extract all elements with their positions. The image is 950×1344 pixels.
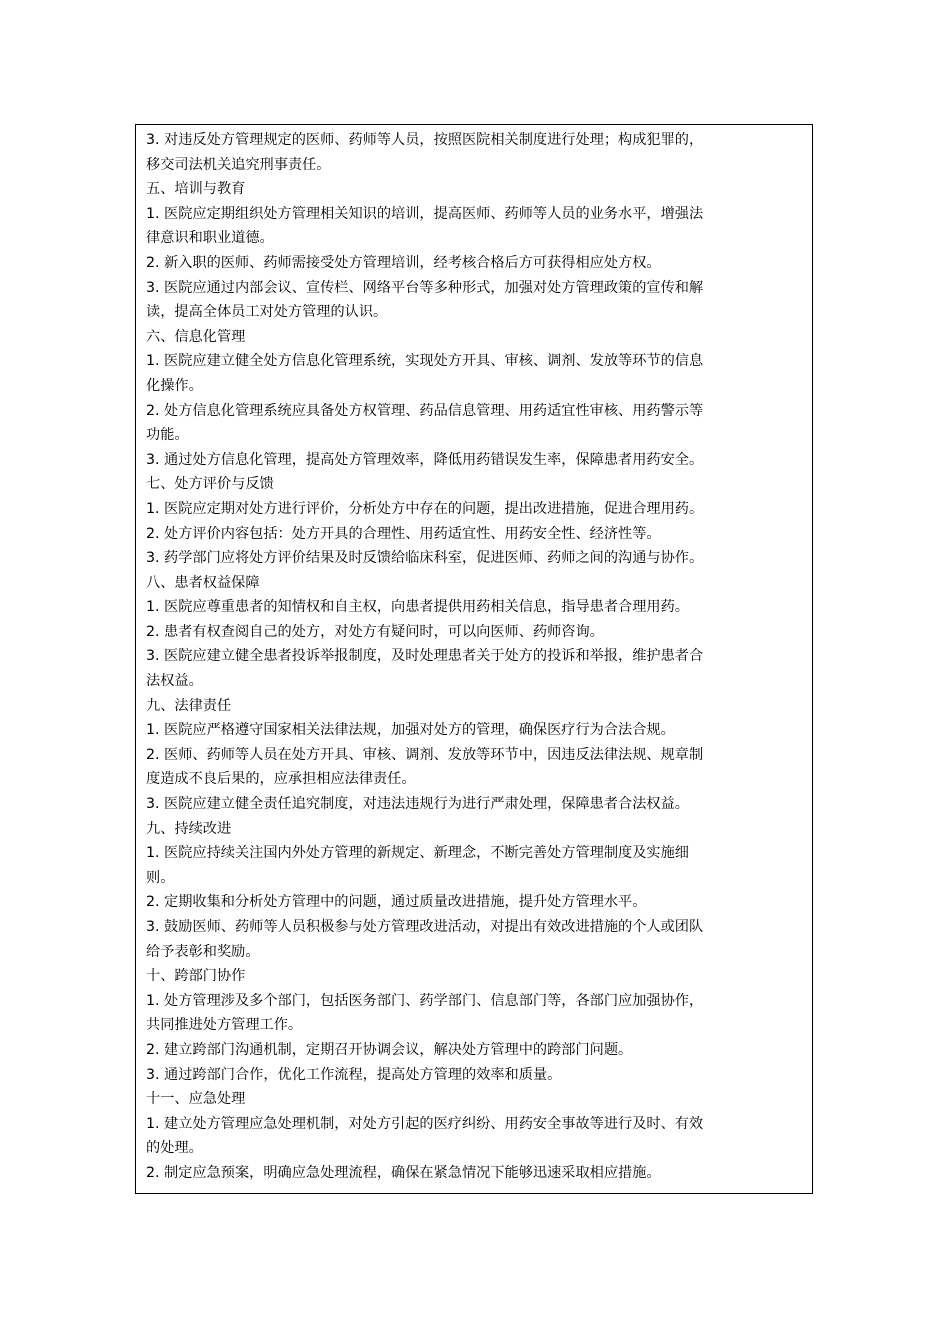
text-line: 3. 通过处方信息化管理，提高处方管理效率，降低用药错误发生率，保障患者用药安全。 bbox=[146, 451, 704, 468]
text-line: 2. 制定应急预案，明确应急处理流程，确保在紧急情况下能够迅速采取相应措施。 bbox=[146, 1164, 661, 1181]
text-line: 十、跨部门协作 bbox=[146, 968, 246, 985]
text-line: 2. 处方评价内容包括：处方开具的合理性、用药适宜性、用药安全性、经济性等。 bbox=[146, 525, 661, 542]
text-line: 3. 医院应通过内部会议、宣传栏、网络平台等多种形式，加强对处方管理政策的宣传和解 bbox=[146, 279, 704, 296]
text-line: 十一、应急处理 bbox=[146, 1091, 246, 1108]
text-line: 法权益。 bbox=[146, 673, 203, 690]
text-line: 3. 医院应建立健全责任追究制度，对违法违规行为进行严肃处理，保障患者合法权益。 bbox=[146, 796, 689, 813]
text-line: 1. 处方管理涉及多个部门，包括医务部门、药学部门、信息部门等，各部门应加强协作， bbox=[146, 992, 704, 1009]
text-line: 给予表彰和奖励。 bbox=[146, 943, 260, 960]
text-line: 八、患者权益保障 bbox=[146, 574, 260, 591]
text-line: 移交司法机关追究刑事责任。 bbox=[146, 156, 331, 173]
text-line: 七、处方评价与反馈 bbox=[146, 476, 274, 493]
text-line: 1. 医院应持续关注国内外处方管理的新规定、新理念，不断完善处方管理制度及实施细 bbox=[146, 845, 689, 862]
text-line: 共同推进处方管理工作。 bbox=[146, 1017, 303, 1034]
text-line: 2. 患者有权查阅自己的处方，对处方有疑问时，可以向医师、药师咨询。 bbox=[146, 623, 604, 640]
text-line: 2. 处方信息化管理系统应具备处方权管理、药品信息管理、用药适宜性审核、用药警示等 bbox=[146, 402, 704, 419]
text-line: 2. 定期收集和分析处方管理中的问题，通过质量改进措施，提升处方管理水平。 bbox=[146, 894, 647, 911]
text-line: 化操作。 bbox=[146, 377, 203, 394]
text-line: 2. 医师、药师等人员在处方开具、审核、调剂、发放等环节中，因违反法律法规、规章制 bbox=[146, 746, 704, 763]
text-line: 度造成不良后果的，应承担相应法律责任。 bbox=[146, 771, 416, 788]
text-line: 2. 建立跨部门沟通机制，定期召开协调会议，解决处方管理中的跨部门问题。 bbox=[146, 1041, 633, 1058]
text-line: 3. 鼓励医师、药师等人员积极参与处方管理改进活动，对提出有效改进措施的个人或团队 bbox=[146, 919, 704, 935]
text-line: 律意识和职业道德。 bbox=[146, 230, 274, 247]
document-table-cell bbox=[135, 124, 813, 1194]
text-line: 1. 医院应尊重患者的知情权和自主权，向患者提供用药相关信息，指导患者合理用药。 bbox=[146, 599, 689, 616]
text-line: 六、信息化管理 bbox=[146, 328, 246, 345]
text-line: 则。 bbox=[146, 869, 175, 886]
text-line: 九、法律责任 bbox=[146, 697, 232, 714]
text-line: 1. 医院应定期组织处方管理相关知识的培训，提高医师、药师等人员的业务水平，增强法 bbox=[146, 205, 704, 222]
text-line: 3. 药学部门应将处方评价结果及时反馈给临床科室，促进医师、药师之间的沟通与协作。 bbox=[146, 550, 704, 567]
text-line: 3. 医院应建立健全患者投诉举报制度，及时处理患者关于处方的投诉和举报，维护患者合 bbox=[146, 648, 704, 665]
text-line: 1. 医院应严格遵守国家相关法律法规，加强对处方的管理，确保医疗行为合法合规。 bbox=[146, 722, 675, 739]
text-line: 1. 建立处方管理应急处理机制，对处方引起的医疗纠纷、用药安全事故等进行及时、有效 bbox=[146, 1115, 704, 1132]
text-line: 3. 对违反处方管理规定的医师、药师等人员，按照医院相关制度进行处理；构成犯罪的， bbox=[146, 132, 704, 148]
text-line: 功能。 bbox=[146, 427, 189, 444]
text-line: 3. 通过跨部门合作，优化工作流程，提高处方管理的效率和质量。 bbox=[146, 1066, 562, 1083]
text-line: 五、培训与教育 bbox=[146, 181, 246, 198]
text-line: 1. 医院应定期对处方进行评价，分析处方中存在的问题，提出改进措施，促进合理用药。 bbox=[146, 500, 704, 517]
text-line: 读，提高全体员工对处方管理的认识。 bbox=[146, 304, 388, 321]
text-line: 2. 新入职的医师、药师需接受处方管理培训，经考核合格后方可获得相应处方权。 bbox=[146, 254, 661, 271]
text-line: 九、持续改进 bbox=[146, 820, 232, 837]
text-line: 的处理。 bbox=[146, 1140, 203, 1157]
text-line: 1. 医院应建立健全处方信息化管理系统，实现处方开具、审核、调剂、发放等环节的信息 bbox=[146, 353, 704, 370]
